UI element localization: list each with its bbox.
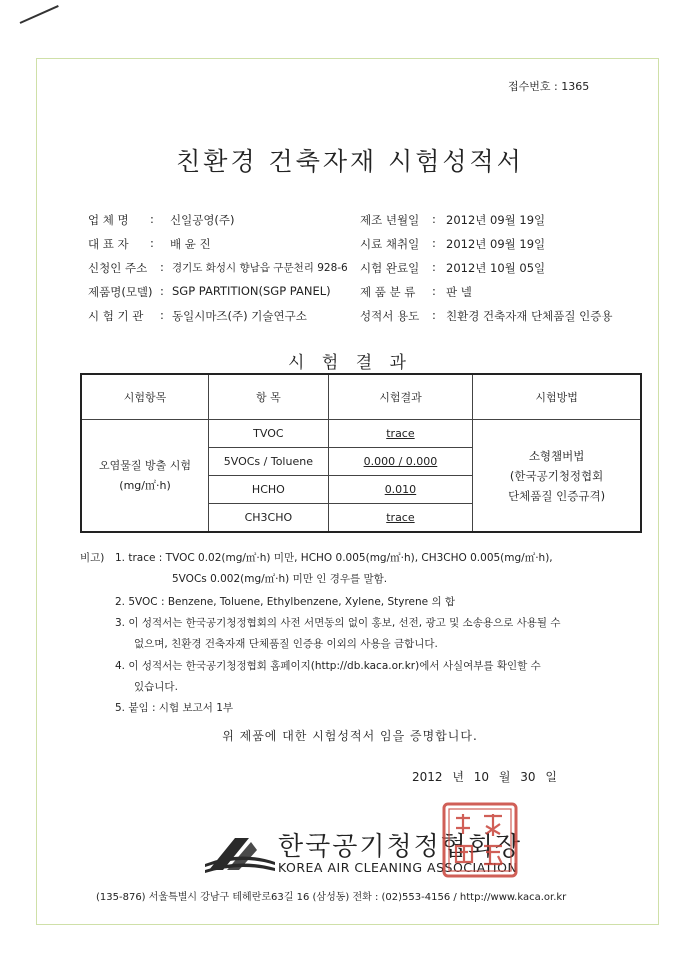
method-cell — [473, 420, 641, 533]
header-method: 시험방법 — [473, 374, 641, 420]
pen-stroke-mark — [20, 5, 59, 24]
info-value-mfg-date: 2012년 09월 19일 — [446, 213, 546, 227]
header-item: 항 목 — [209, 374, 329, 420]
results-table — [80, 373, 642, 533]
info-label-mfg-date: 제조 년월일 — [360, 213, 420, 227]
row-item: 5VOCs / Toluene — [209, 448, 329, 476]
info-value-sample-date: 2012년 09월 19일 — [446, 237, 546, 251]
info-label-category: 제 품 분 류 — [360, 285, 416, 299]
info-value-address: 경기도 화성시 향남읍 구문천리 928-6 — [172, 262, 348, 274]
info-value-category: 판 넬 — [446, 285, 472, 299]
document-title: 친환경 건축자재 시험성적서 — [176, 147, 524, 176]
header-test-item: 시험항목 — [81, 374, 209, 420]
note-line: 2. 5VOC : Benzene, Toluene, Ethylbenzene, Xylene, Styrene 의 합 — [115, 596, 456, 608]
category-label: 오염물질 방출 시험 — [99, 458, 192, 472]
info-colon: : — [160, 308, 164, 322]
info-label-company: 업 체 명 — [88, 213, 129, 227]
category-cell — [81, 420, 209, 533]
info-label-address: 신청인 주소 — [88, 261, 148, 275]
info-label-test-date: 시험 완료일 — [360, 261, 420, 275]
note-line: 5VOCs 0.002(mg/㎡·h) 미만 인 경우를 말함. — [172, 573, 388, 585]
note-line: 1. trace : TVOC 0.02(mg/㎡·h) 미만, HCHO 0.005(mg/㎡·h), CH3CHO 0.005(mg/㎡·h), — [115, 552, 553, 564]
info-label-purpose: 성적서 용도 — [360, 309, 420, 323]
info-colon: : — [432, 212, 436, 226]
note-line: 3. 이 성적서는 한국공기청정협회의 사전 서면동의 없이 홍보, 선전, 광고 및 소송용으로 사용될 수 — [115, 617, 561, 629]
info-label-product: 제품명(모델) — [88, 285, 153, 299]
footer-contact: (135-876) 서울특별시 강남구 테헤란로63길 16 (삼성동) 전화 : (02)553-4156 / http://www.kaca.or.kr — [96, 892, 567, 903]
results-section-title: 시 험 결 과 — [288, 353, 412, 373]
note-line: 없으며, 친환경 건축자재 단체품질 인증용 이외의 사용을 금합니다. — [134, 638, 438, 650]
info-label-ceo: 대 표 자 — [88, 237, 129, 251]
header-result: 시험결과 — [328, 374, 472, 420]
row-value: trace — [386, 511, 415, 524]
note-line: 5. 붙임 : 시험 보고서 1부 — [115, 702, 234, 714]
info-value-test-date: 2012년 10월 05일 — [446, 261, 546, 275]
kaca-logo-icon — [205, 834, 275, 874]
info-colon: : — [432, 308, 436, 322]
method-line: 단체품질 인증규격) — [508, 488, 606, 503]
row-value: 0.000 / 0.000 — [363, 455, 438, 468]
info-colon: : — [432, 284, 436, 298]
info-colon: : — [160, 260, 164, 274]
row-item: CH3CHO — [209, 504, 329, 533]
organization-name-en: KOREA AIR CLEANING ASSOCIATION — [278, 860, 518, 875]
row-item: TVOC — [209, 420, 329, 448]
table-row — [81, 420, 641, 448]
issue-date: 2012 년 10 월 30 일 — [412, 770, 557, 784]
info-value-purpose: 친환경 건축자재 단체품질 인증용 — [446, 309, 613, 323]
info-value-ceo: 배 윤 진 — [170, 237, 211, 251]
method-line: 소형챔버법 — [528, 448, 585, 463]
info-colon: : — [432, 236, 436, 250]
info-label-lab: 시 험 기 관 — [88, 309, 144, 323]
receipt-number: 접수번호 : 1365 — [508, 80, 590, 93]
row-item: HCHO — [209, 476, 329, 504]
info-value-lab: 동일시마즈(주) 기술연구소 — [172, 309, 307, 323]
info-colon: : — [150, 236, 154, 250]
info-value-product: SGP PARTITION(SGP PANEL) — [172, 284, 331, 298]
info-colon: : — [160, 284, 164, 298]
info-label-sample-date: 시료 채취일 — [360, 237, 420, 251]
notes-prefix: 비고) — [80, 552, 105, 564]
certification-statement: 위 제품에 대한 시험성적서 임을 증명합니다. — [222, 729, 478, 743]
category-unit: (mg/㎡·h) — [119, 478, 171, 492]
row-value: 0.010 — [384, 483, 417, 496]
info-colon: : — [432, 260, 436, 274]
row-value: trace — [386, 427, 415, 440]
official-seal-stamp — [440, 800, 520, 880]
results-header-row — [81, 374, 641, 420]
note-line: 있습니다. — [134, 681, 178, 693]
method-line: (한국공기청정협회 — [509, 468, 604, 483]
organization-name-ko: 한국공기청정협회장 — [278, 832, 523, 862]
note-line: 4. 이 성적서는 한국공기청정협회 홈페이지(http://db.kaca.or.kr)에서 사실여부를 확인할 수 — [115, 660, 541, 672]
info-colon: : — [150, 212, 154, 226]
info-value-company: 신일공영(주) — [170, 213, 235, 227]
